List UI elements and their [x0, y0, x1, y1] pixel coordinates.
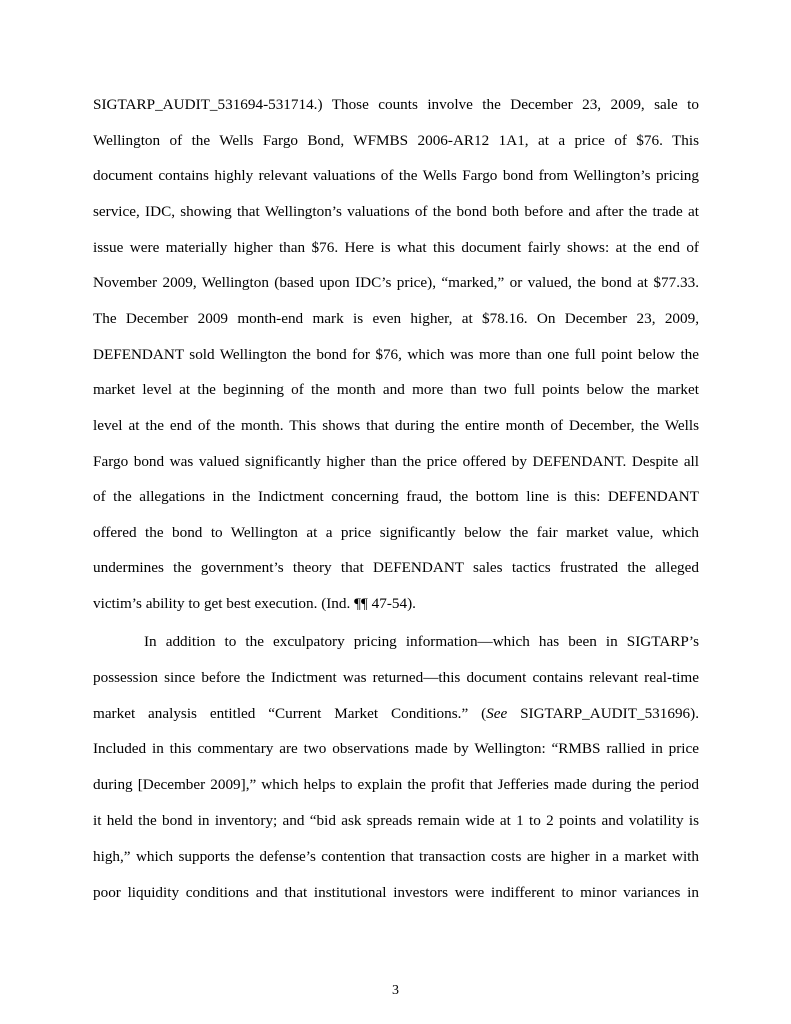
- text-segment: service, IDC, showing that Wellington’s valuations of the bond both before and after the trade at: [93, 202, 699, 220]
- text-line: [93, 203, 699, 221]
- text-line: [93, 167, 699, 185]
- text-line: [93, 705, 699, 723]
- text-line: [93, 595, 699, 613]
- text-line: [93, 740, 699, 758]
- text-line: [93, 488, 699, 506]
- text-segment: undermines the government’s theory that DEFENDANT sales tactics frustrated the alleged: [93, 559, 699, 577]
- text-line: [93, 274, 699, 292]
- text-segment: offered the bond to Wellington at a price significantly below the fair market value, which: [93, 523, 699, 541]
- text-segment: market level at the beginning of the month and more than two full points below the market: [93, 381, 699, 399]
- text-line: [93, 417, 699, 435]
- page-number: 3: [392, 983, 399, 998]
- text-segment: Wellington of the Wells Fargo Bond, WFMBS 2006-AR12 1A1, at a price of $76. This: [93, 131, 699, 149]
- text-segment: In addition to the exculpatory pricing information—which has been in SIGTARP’s: [144, 633, 699, 650]
- text-segment: high,” which supports the defense’s contention that transaction costs are higher in a market with: [93, 847, 699, 865]
- text-line: [93, 239, 699, 257]
- text-line: [144, 633, 699, 651]
- text-segment: poor liquidity conditions and that institutional investors were indifferent to minor variances in: [93, 883, 699, 901]
- text-line: [93, 812, 699, 830]
- text-segment: Fargo bond was valued significantly higher than the price offered by DEFENDANT. Despite all: [93, 452, 699, 470]
- text-segment: document contains highly relevant valuations of the Wells Fargo bond from Wellington’s pricing: [93, 167, 699, 185]
- text-line: [93, 524, 699, 542]
- text-line: [93, 559, 699, 577]
- text-segment: during [December 2009],” which helps to explain the profit that Jefferies made during the period: [93, 776, 699, 794]
- italic-citation-signal: See: [486, 704, 508, 722]
- text-segment: November 2009, Wellington (based upon IDC’s price), “marked,” or valued, the bond at $77.33.: [93, 274, 699, 292]
- text-line: [93, 884, 699, 902]
- text-segment: The December 2009 month-end mark is even higher, at $78.16. On December 23, 2009,: [93, 309, 699, 327]
- text-line: [93, 848, 699, 866]
- text-segment: issue were materially higher than $76. Here is what this document fairly shows: at the end of: [93, 238, 699, 256]
- text-segment: market analysis entitled “Current Market Conditions.” (: [93, 704, 487, 722]
- text-segment: of the allegations in the Indictment concerning fraud, the bottom line is this: DEFENDANT: [93, 488, 699, 506]
- text-line: [93, 346, 699, 364]
- text-line: [93, 381, 699, 399]
- text-line: [93, 310, 699, 328]
- text-segment: possession since before the Indictment was returned—this document contains relevant real-time: [93, 668, 699, 686]
- text-line: [93, 453, 699, 471]
- text-line: [93, 96, 699, 114]
- text-segment: victim’s ability to get best execution. (Ind. ¶¶ 47-54).: [93, 595, 416, 613]
- text-segment: SIGTARP_AUDIT_531696).: [507, 704, 699, 722]
- text-line: [93, 776, 699, 794]
- text-segment: it held the bond in inventory; and “bid ask spreads remain wide at 1 to 2 points and volatility is: [93, 812, 699, 829]
- text-segment: SIGTARP_AUDIT_531694-531714.) Those counts involve the December 23, 2009, sale to: [93, 96, 699, 113]
- text-line: [93, 669, 699, 687]
- text-line: [93, 132, 699, 150]
- text-segment: DEFENDANT sold Wellington the bond for $76, which was more than one full point below the: [93, 345, 699, 363]
- text-segment: level at the end of the month. This shows that during the entire month of December, the Wells: [93, 416, 699, 434]
- text-segment: Included in this commentary are two observations made by Wellington: “RMBS rallied in price: [93, 740, 699, 758]
